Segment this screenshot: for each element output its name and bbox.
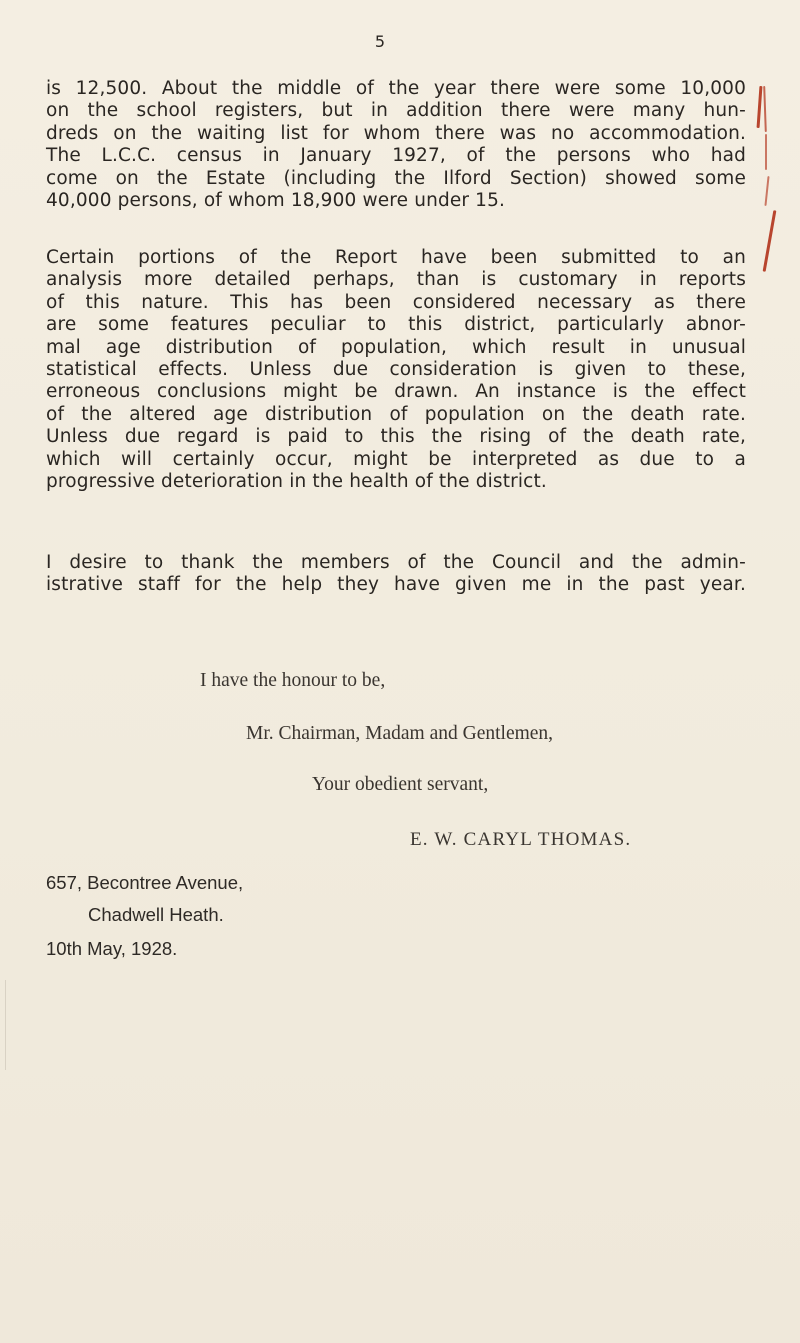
address-street: 657, Becontree Avenue, [46,872,244,893]
address-town: Chadwell Heath. [88,904,224,925]
text-line: come on the Estate (including the Ilford Section) showed some [46,167,746,189]
text-line: is 12,500. About the middle of the year there were some 10,000 [46,78,746,99]
text-line: The L.C.C. census in January 1927, of the persons who had [46,145,746,167]
page-number: 5 [374,32,386,51]
text-line: dreds on the waiting list for whom there was no accommodation. [46,122,746,144]
margin-pencil-mark [765,134,767,170]
letter-date: 10th May, 1928. [46,938,178,959]
text-line: on the school registers, but in addition there were many hun- [46,100,746,122]
margin-rule [5,980,6,1070]
text-line: Certain portions of the Report have been submitted to an [46,247,746,268]
text-line: I desire to thank the members of the Council and the admin- [46,552,746,573]
text-line: Unless due regard is paid to this the rising of the death rate, [46,426,746,448]
text-line: analysis more detailed perhaps, than is customary in reports [46,269,746,291]
margin-pencil-mark [763,86,767,132]
text-line: of this nature. This has been considered necessary as there [46,291,746,313]
text-line: are some features peculiar to this district, particularly abnor- [46,314,746,336]
margin-pencil-mark [757,86,763,128]
closing-servant: Your obedient servant, [312,774,489,795]
closing-salutation: Mr. Chairman, Madam and Gentlemen, [246,723,554,744]
text-line: progressive deterioration in the health of the district. [46,471,547,493]
text-line: of the altered age distribution of population on the death rate. [46,403,746,425]
paragraph-population [46,78,746,212]
text-line: 40,000 persons, of whom 18,900 were under 15. [46,190,506,212]
text-line: which will certainly occur, might be interpreted as due to a [46,448,746,470]
paragraph-analysis [46,247,746,493]
margin-pencil-mark [764,176,769,206]
margin-pencil-mark [763,210,777,272]
paragraph-thanks [46,552,746,597]
text-line: mal age distribution of population, which result in unusual [46,336,746,358]
text-line: erroneous conclusions might be drawn. An instance is the effect [46,381,746,403]
text-line: statistical effects. Unless due consideration is given to these, [46,359,746,381]
text-line: istrative staff for the help they have given me in the past year. [46,574,746,596]
closing-honour: I have the honour to be, [200,670,386,691]
signature-name: E. W. CARYL THOMAS. [410,829,632,850]
